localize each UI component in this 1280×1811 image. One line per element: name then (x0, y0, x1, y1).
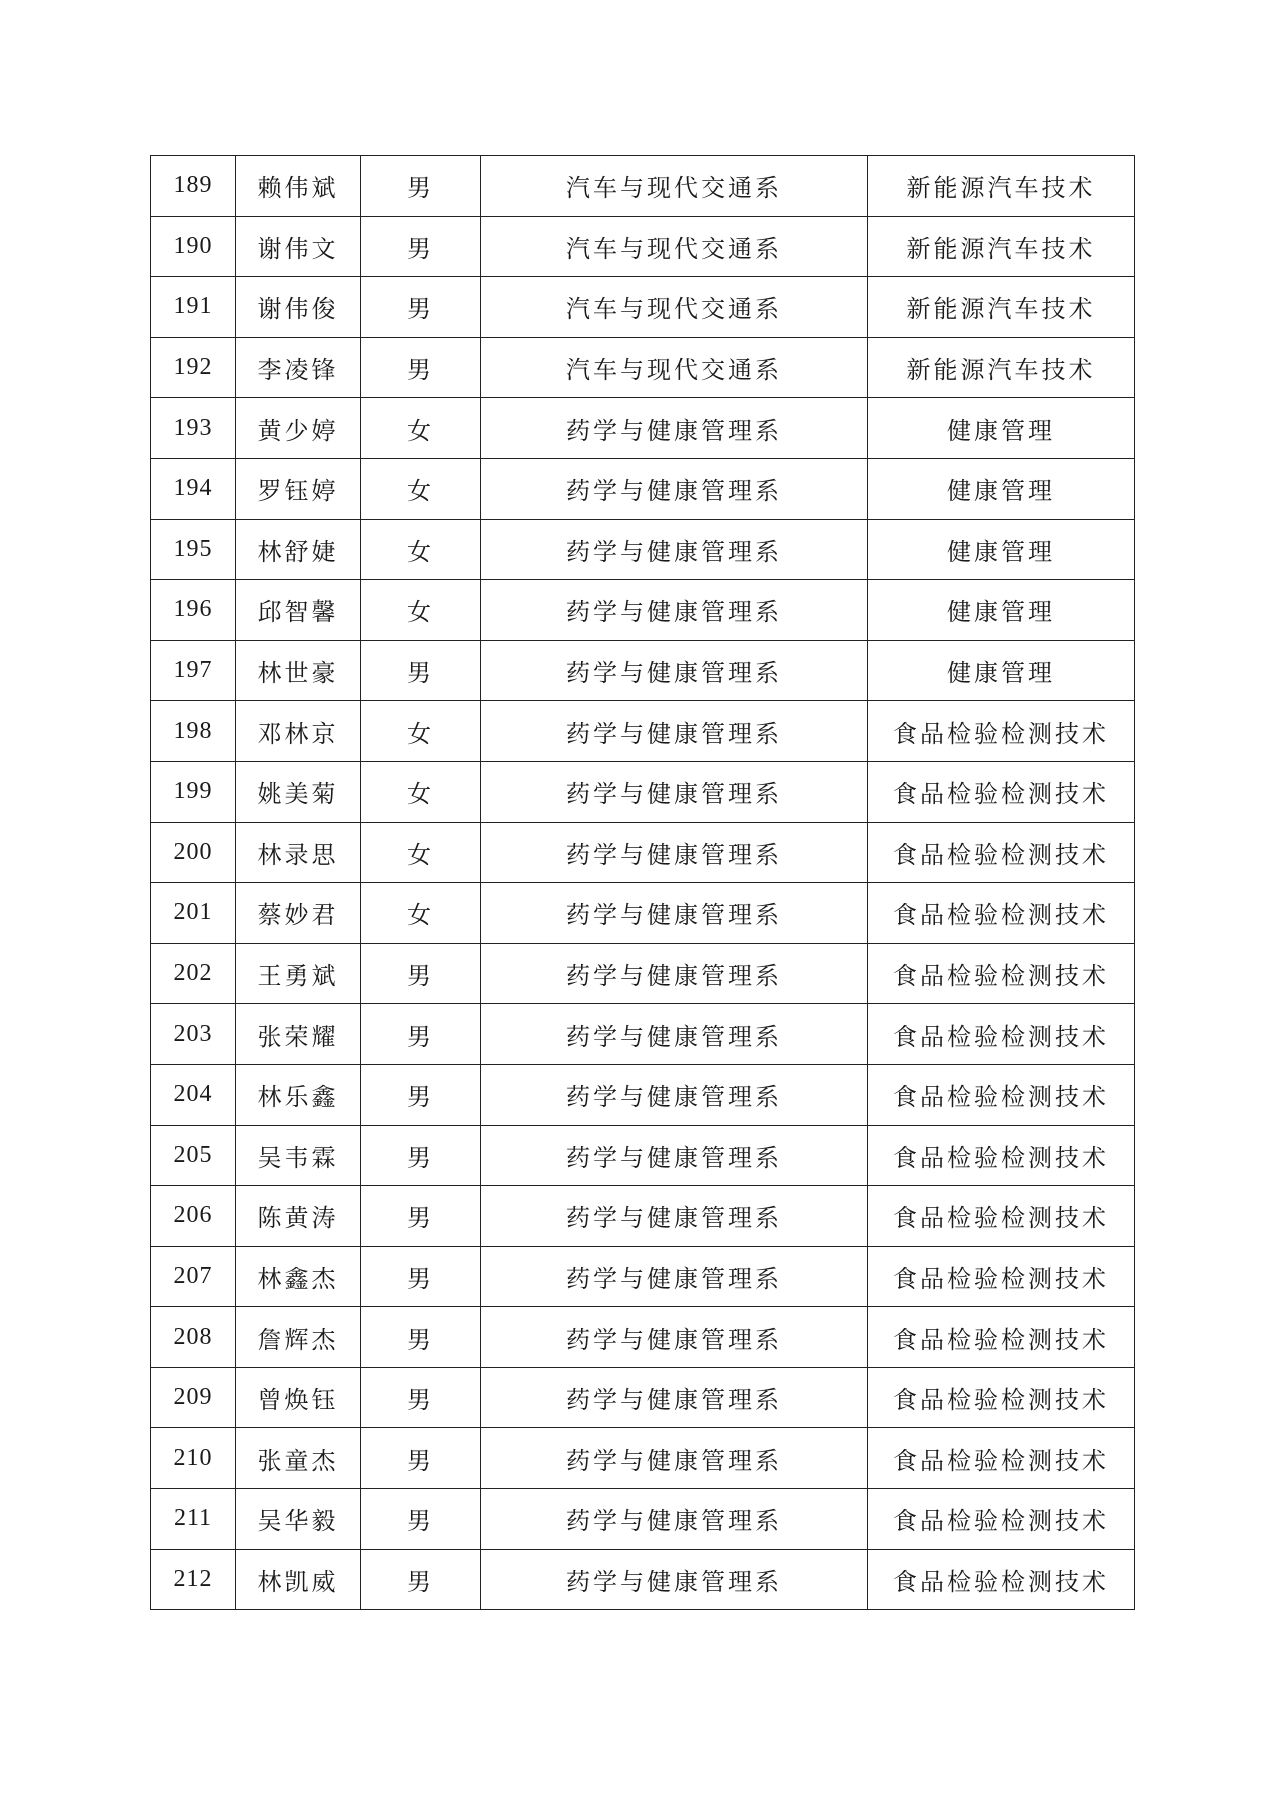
student-gender: 男 (361, 1307, 481, 1368)
row-number: 212 (151, 1549, 236, 1610)
student-department: 汽车与现代交通系 (481, 277, 868, 338)
student-department: 药学与健康管理系 (481, 1246, 868, 1307)
student-department: 药学与健康管理系 (481, 1489, 868, 1550)
student-major: 健康管理 (868, 580, 1135, 641)
table-row (151, 1428, 1135, 1489)
row-number: 211 (151, 1489, 236, 1550)
student-name: 谢伟俊 (236, 277, 361, 338)
student-gender: 女 (361, 761, 481, 822)
table-row (151, 156, 1135, 217)
student-major: 新能源汽车技术 (868, 216, 1135, 277)
table-row (151, 519, 1135, 580)
student-name: 林舒婕 (236, 519, 361, 580)
student-major: 健康管理 (868, 519, 1135, 580)
table-row (151, 337, 1135, 398)
student-department: 药学与健康管理系 (481, 458, 868, 519)
student-name: 赖伟斌 (236, 156, 361, 217)
student-department: 药学与健康管理系 (481, 1307, 868, 1368)
row-number: 189 (151, 156, 236, 217)
student-department: 药学与健康管理系 (481, 822, 868, 883)
student-department: 汽车与现代交通系 (481, 156, 868, 217)
student-major: 食品检验检测技术 (868, 1428, 1135, 1489)
row-number: 191 (151, 277, 236, 338)
row-number: 194 (151, 458, 236, 519)
row-number: 190 (151, 216, 236, 277)
student-gender: 男 (361, 1489, 481, 1550)
student-department: 药学与健康管理系 (481, 1428, 868, 1489)
student-gender: 男 (361, 1428, 481, 1489)
student-name: 谢伟文 (236, 216, 361, 277)
table-row (151, 1004, 1135, 1065)
student-major: 食品检验检测技术 (868, 1064, 1135, 1125)
student-department: 药学与健康管理系 (481, 580, 868, 641)
table-row (151, 277, 1135, 338)
student-name: 林鑫杰 (236, 1246, 361, 1307)
row-number: 208 (151, 1307, 236, 1368)
row-number: 198 (151, 701, 236, 762)
student-gender: 男 (361, 1064, 481, 1125)
student-name: 詹辉杰 (236, 1307, 361, 1368)
student-department: 药学与健康管理系 (481, 1004, 868, 1065)
student-gender: 男 (361, 216, 481, 277)
student-name: 李凌锋 (236, 337, 361, 398)
student-major: 食品检验检测技术 (868, 701, 1135, 762)
student-major: 新能源汽车技术 (868, 277, 1135, 338)
student-major: 食品检验检测技术 (868, 1549, 1135, 1610)
table-row (151, 398, 1135, 459)
student-name: 罗钰婷 (236, 458, 361, 519)
student-gender: 男 (361, 943, 481, 1004)
table-row (151, 580, 1135, 641)
student-gender: 女 (361, 458, 481, 519)
row-number: 207 (151, 1246, 236, 1307)
table-row (151, 1064, 1135, 1125)
student-gender: 女 (361, 580, 481, 641)
student-gender: 男 (361, 1004, 481, 1065)
table-row (151, 1367, 1135, 1428)
student-department: 药学与健康管理系 (481, 398, 868, 459)
table-row (151, 883, 1135, 944)
table-row (151, 943, 1135, 1004)
student-gender: 男 (361, 1125, 481, 1186)
student-name: 曾焕钰 (236, 1367, 361, 1428)
student-name: 吴华毅 (236, 1489, 361, 1550)
row-number: 197 (151, 640, 236, 701)
student-major: 食品检验检测技术 (868, 1125, 1135, 1186)
table-row (151, 761, 1135, 822)
student-department: 药学与健康管理系 (481, 943, 868, 1004)
student-major: 健康管理 (868, 458, 1135, 519)
student-major: 食品检验检测技术 (868, 1246, 1135, 1307)
student-department: 药学与健康管理系 (481, 640, 868, 701)
row-number: 205 (151, 1125, 236, 1186)
student-major: 食品检验检测技术 (868, 883, 1135, 944)
student-department: 汽车与现代交通系 (481, 216, 868, 277)
student-gender: 女 (361, 822, 481, 883)
student-name: 姚美菊 (236, 761, 361, 822)
student-major: 食品检验检测技术 (868, 1307, 1135, 1368)
student-department: 药学与健康管理系 (481, 1367, 868, 1428)
student-major: 食品检验检测技术 (868, 1186, 1135, 1247)
row-number: 210 (151, 1428, 236, 1489)
student-major: 健康管理 (868, 640, 1135, 701)
student-department: 药学与健康管理系 (481, 1186, 868, 1247)
student-gender: 男 (361, 156, 481, 217)
student-gender: 女 (361, 398, 481, 459)
row-number: 203 (151, 1004, 236, 1065)
student-major: 健康管理 (868, 398, 1135, 459)
row-number: 199 (151, 761, 236, 822)
student-roster-table (150, 155, 1135, 1610)
student-name: 邱智馨 (236, 580, 361, 641)
student-name: 林世豪 (236, 640, 361, 701)
student-department: 药学与健康管理系 (481, 701, 868, 762)
student-name: 张荣耀 (236, 1004, 361, 1065)
student-major: 新能源汽车技术 (868, 156, 1135, 217)
student-gender: 女 (361, 519, 481, 580)
student-name: 张童杰 (236, 1428, 361, 1489)
row-number: 202 (151, 943, 236, 1004)
row-number: 206 (151, 1186, 236, 1247)
student-major: 食品检验检测技术 (868, 1004, 1135, 1065)
student-gender: 男 (361, 1549, 481, 1610)
student-name: 蔡妙君 (236, 883, 361, 944)
student-name: 黄少婷 (236, 398, 361, 459)
student-name: 邓林京 (236, 701, 361, 762)
row-number: 201 (151, 883, 236, 944)
row-number: 195 (151, 519, 236, 580)
row-number: 193 (151, 398, 236, 459)
student-major: 新能源汽车技术 (868, 337, 1135, 398)
table-row (151, 701, 1135, 762)
table-row (151, 1549, 1135, 1610)
table-row (151, 1125, 1135, 1186)
row-number: 200 (151, 822, 236, 883)
row-number: 209 (151, 1367, 236, 1428)
table-row (151, 458, 1135, 519)
table-row (151, 216, 1135, 277)
table-row (151, 640, 1135, 701)
student-department: 药学与健康管理系 (481, 519, 868, 580)
student-department: 药学与健康管理系 (481, 1064, 868, 1125)
student-name: 吴韦霖 (236, 1125, 361, 1186)
student-gender: 男 (361, 1367, 481, 1428)
student-name: 林乐鑫 (236, 1064, 361, 1125)
student-department: 药学与健康管理系 (481, 883, 868, 944)
student-major: 食品检验检测技术 (868, 761, 1135, 822)
student-name: 陈黄涛 (236, 1186, 361, 1247)
table-row (151, 1186, 1135, 1247)
row-number: 192 (151, 337, 236, 398)
table-row (151, 822, 1135, 883)
student-gender: 男 (361, 640, 481, 701)
student-department: 汽车与现代交通系 (481, 337, 868, 398)
student-department: 药学与健康管理系 (481, 761, 868, 822)
student-major: 食品检验检测技术 (868, 943, 1135, 1004)
student-name: 林凯威 (236, 1549, 361, 1610)
row-number: 196 (151, 580, 236, 641)
table-row (151, 1246, 1135, 1307)
student-gender: 男 (361, 1186, 481, 1247)
student-gender: 男 (361, 1246, 481, 1307)
table-row (151, 1307, 1135, 1368)
student-name: 林录思 (236, 822, 361, 883)
student-department: 药学与健康管理系 (481, 1125, 868, 1186)
table-row (151, 1489, 1135, 1550)
roster-body (151, 156, 1135, 1610)
student-gender: 男 (361, 337, 481, 398)
student-gender: 女 (361, 883, 481, 944)
student-department: 药学与健康管理系 (481, 1549, 868, 1610)
student-major: 食品检验检测技术 (868, 822, 1135, 883)
student-major: 食品检验检测技术 (868, 1489, 1135, 1550)
student-gender: 女 (361, 701, 481, 762)
student-major: 食品检验检测技术 (868, 1367, 1135, 1428)
student-gender: 男 (361, 277, 481, 338)
row-number: 204 (151, 1064, 236, 1125)
student-name: 王勇斌 (236, 943, 361, 1004)
